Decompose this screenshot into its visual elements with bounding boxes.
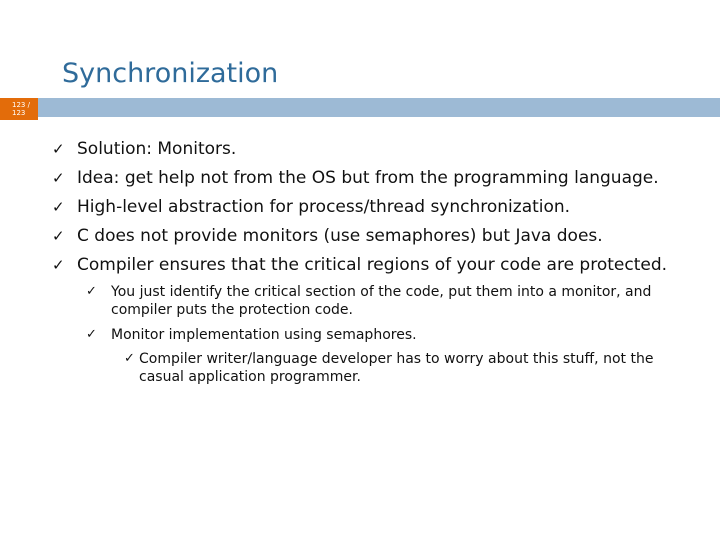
- sub-sub-bullet-text: Compiler writer/language developer has to worry about this stuff, not the casual application programmer.: [139, 351, 654, 385]
- title-underline-bar: [0, 98, 720, 117]
- slide-number: [12, 101, 30, 117]
- slide-number-top: 123 /: [12, 101, 30, 109]
- check-icon: ✓: [52, 169, 65, 187]
- check-icon: ✓: [124, 351, 135, 366]
- check-icon: ✓: [86, 327, 97, 342]
- bullet-text: Solution: Monitors.: [77, 139, 237, 159]
- check-icon: ✓: [52, 227, 65, 245]
- sub-bullet-text: You just identify the critical section of the code, put them into a monitor, and compiler puts the protection code.: [111, 284, 652, 318]
- bullet-text: Compiler ensures that the critical regions of your code are protected.: [77, 255, 668, 275]
- check-icon: ✓: [52, 140, 65, 158]
- check-icon: ✓: [86, 284, 97, 299]
- sub-bullet-text: Monitor implementation using semaphores.: [111, 327, 417, 343]
- slide-title: Synchronization: [62, 58, 279, 89]
- check-icon: ✓: [52, 198, 65, 216]
- bullet-text: High-level abstraction for process/thread synchronization.: [77, 197, 571, 217]
- check-icon: ✓: [52, 256, 65, 274]
- slide-number-bottom: 123: [12, 109, 26, 117]
- bullet-text: C does not provide monitors (use semaphores) but Java does.: [77, 226, 603, 246]
- bullet-text: Idea: get help not from the OS but from the programming language.: [77, 168, 659, 188]
